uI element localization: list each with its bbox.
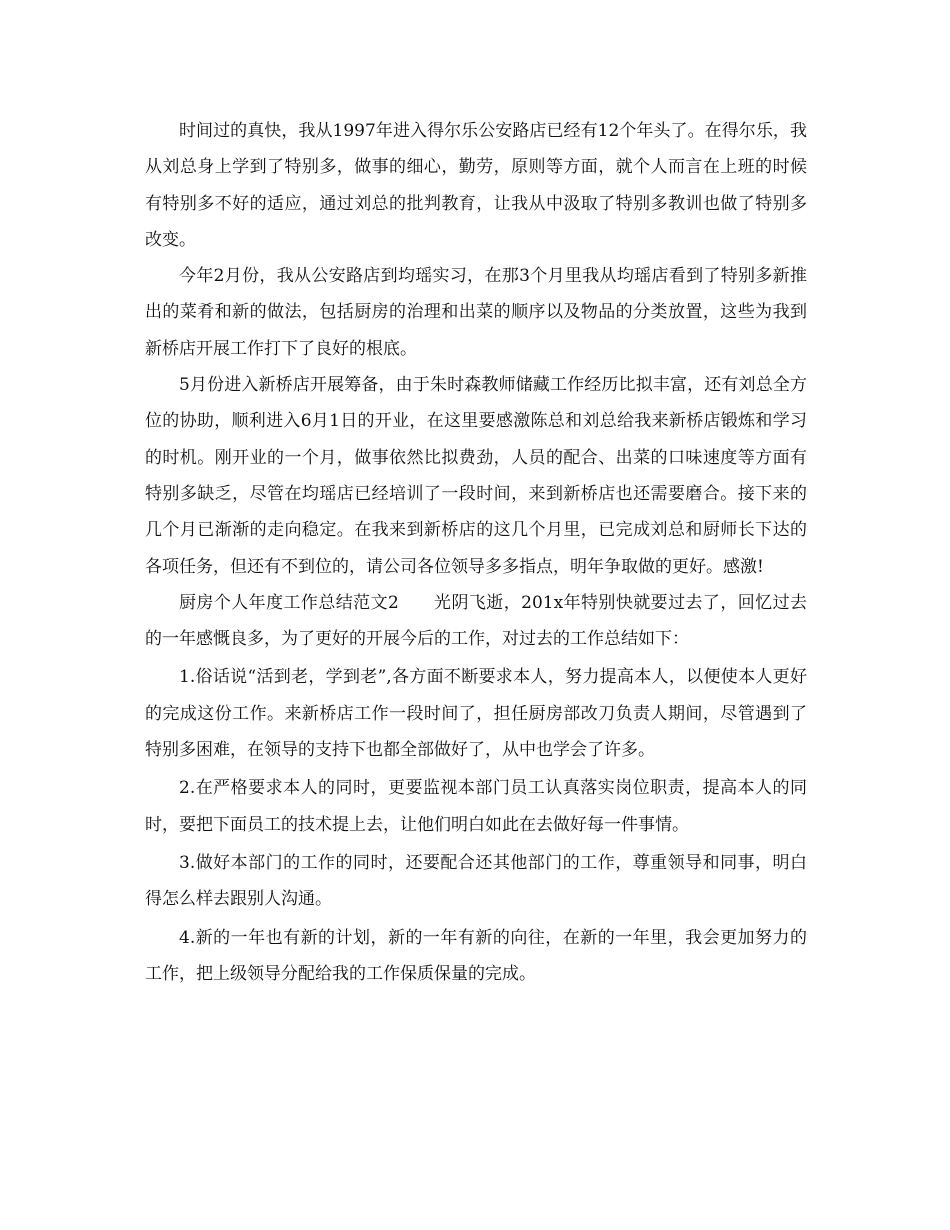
paragraph-xinqiao-store: 5月份进入新桥店开展筹备，由于朱时森教师储藏工作经历比拟丰富，还有刘总全方位的协助，顺利进入6月1日的开业，在这里要感激陈总和刘总给我来新桥店锻炼和学习的时机。刚开业的一个月，做事依然比拟费劲，人员的配合、出菜的口味速度等方面有特别多缺乏，尽管在均瑶店已经培训了一段时间，来到新桥店也还需要磨合。接下来的几个月已渐渐的走向稳定。在我来到新桥店的这几个月里，已完成刘总和厨师长下达的各项任务，但还有不到位的，请公司各位领导多多指点，明年争取做的更好。感激! [145, 375, 807, 577]
paragraph-intro: 时间过的真快，我从1997年进入得尔乐公安路店已经有12个年头了。在得尔乐，我从刘总身上学到了特别多，做事的细心，勤劳，原则等方面，就个人而言在上班的时候有特别多不好的适应，通过刘总的批判教育，让我从中汲取了特别多教训也做了特别多改变。 [145, 121, 807, 250]
paragraph-internship: 今年2月份，我从公安路店到均瑶实习，在那3个月里我从均瑶店看到了特别多新推出的菜肴和新的做法，包括厨房的治理和出菜的顺序以及物品的分类放置，这些为我到新桥店开展工作打下了良好的根底。 [145, 266, 807, 359]
paragraph-point-1: 1.俗话说“活到老，学到老”,各方面不断要求本人，努力提高本人，以便使本人更好的完成这份工作。来新桥店工作一段时间了，担任厨房部改刀负责人期间，尽管遇到了特别多困难，在领导的支持下也都全部做好了，从中也学会了许多。 [145, 667, 807, 761]
paragraph-sample-two-heading: 厨房个人年度工作总结范文2 光阴飞逝，201x年特别快就要过去了，回忆过去的一年感慨良多，为了更好的开展今后的工作，对过去的工作总结如下： [145, 592, 807, 650]
paragraph-point-3: 3.做好本部门的工作的同时，还要配合还其他部门的工作，尊重领导和同事，明白得怎么样去跟别人沟通。 [145, 852, 807, 910]
paragraph-point-4: 4.新的一年也有新的计划，新的一年有新的向往，在新的一年里，我会更加努力的工作，把上级领导分配给我的工作保质保量的完成。 [145, 927, 807, 984]
paragraph-point-2: 2.在严格要求本人的同时，更要监视本部门员工认真落实岗位职责，提高本人的同时，要把下面员工的技术提上去，让他们明白如此在去做好每一件事情。 [145, 778, 807, 835]
document-page [145, 113, 807, 992]
